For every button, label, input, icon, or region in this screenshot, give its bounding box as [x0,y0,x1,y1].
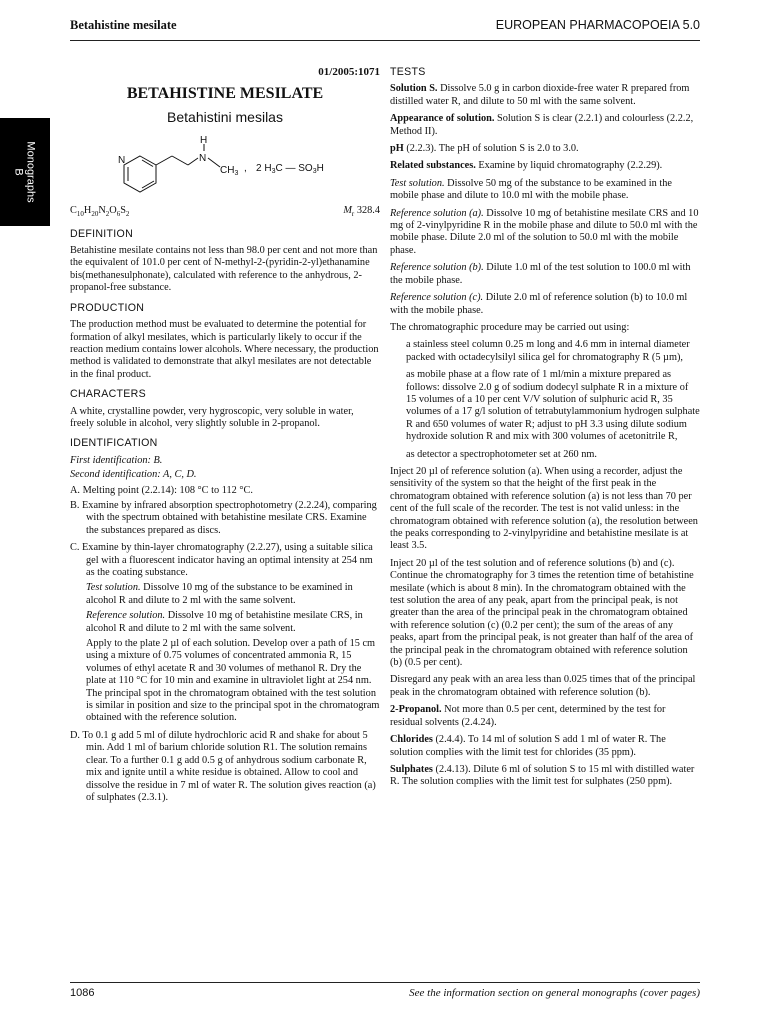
reference-solution-c: Reference solution (c). Dilute 2.0 ml of reference solution (b) to 10.0 ml with the mobile phase. [390,292,688,316]
monograph-latin-name: Betahistini mesilas [167,108,283,125]
reference-solution-a: Reference solution (a). Dissolve 10 mg of betahistine mesilate CRS and 10 mg of 2-vinylpyridine R in the mobile phase and dilute to 50.0 ml with the mobile phase. Dilute 2.0 ml of the solution to 50.0 ml with the mobile phase. [390,207,699,256]
pyridine-ring [124,156,156,192]
salt-separator: , [244,163,247,175]
identification-c-reference-solution: Reference solution. Dissolve 10 mg of betahistine mesilate CRS, in alcohol R and dilute to 2 ml with the same solvent. [86,610,363,634]
sulphates-test: Sulphates (2.4.13). Dilute 6 ml of solution S to 15 ml with distilled water R. The solution complies with the limit test for sulphates (250 ppm). [390,763,695,788]
production-heading: PRODUCTION [70,301,145,314]
procedure-column: a stainless steel column 0.25 m long and 4.6 mm in internal diameter packed with octadecylsilyl silica gel for chromatography R (5 µm), [406,339,690,363]
chemical-structure [70,131,380,203]
header-monograph-name: Betahistine mesilate [70,18,177,32]
first-identification: First identification: B. [70,454,163,466]
reference-solution-b: Reference solution (b). Dilute 1.0 ml of the test solution to 100.0 ml with the mobile phase. [390,262,691,286]
impurity-limits: Inject 20 µl of the test solution and of reference solutions (b) and (c). Continue the chromatography for 3 times the retention time of betahistine mesilate (which is about 8 min). In the chromatogram obtained with the test solution the area of any peak, apart from the principal peak, is not greater than the area of the principal peak in the chromatogram obtained with reference solution (c) (0.2 per cent); the sum of the areas of any peaks, apart from the principal peak, is not greater than half of the area of the principal peak in the chromatogram obtained with reference solution (b) (0.5 per cent). [390,557,694,669]
page-number: 1086 [70,987,95,999]
propanol-test: 2-Propanol. Not more than 0.5 per cent, determined by the test for residual solvents (2.4.24). [390,704,666,728]
structure-diagram [70,131,380,203]
ring-nitrogen-label: N [118,155,126,167]
footer-note: See the information section on general monographs (cover pages) [409,987,700,999]
side-tab-label: Monographs [25,141,37,203]
production-text: The production method must be evaluated to determine the potential for formation of alkyl mesilates, which is particularly likely to occur if the reaction medium contains lower alcohols. Where necessary, the production method is validated to demonstrate that alkyl mesilates are not detectable in the final product. [70,319,379,380]
ph-test: pH (2.2.3). The pH of solution S is 2.0 to 3.0. [390,143,579,155]
monograph-id: 01/2005:1071 [318,66,380,78]
identification-b: B. Examine by infrared absorption spectrophotometry (2.2.24), comparing with the spectrum obtained with betahistine mesilate CRS. Examine the substances prepared as discs. [70,499,377,536]
molecular-formula: $C_{10}H_{20}N_2O_6S_2$ [70,205,130,219]
header-publication: EUROPEAN PHARMACOPOEIA 5.0 [495,18,700,32]
methyl-label: $CH_3$ [220,165,239,178]
related-test-solution: Test solution. Dissolve 50 mg of the substance to be examined in the mobile phase and dilute to 10.0 ml with the mobile phase. [390,177,672,202]
identification-heading: IDENTIFICATION [70,437,158,450]
identification-c: C. Examine by thin-layer chromatography (2.2.27), using a suitable silica gel with a fluorescent indicator having an optimal intensity at 254 nm as the coating substance. [70,542,373,579]
characters-heading: CHARACTERS [70,388,146,401]
appearance-of-solution: Appearance of solution. Solution S is clear (2.2.1) and colourless (2.2.2, Method II). [390,113,694,137]
monographs-side-tab [0,118,50,226]
identification-c-procedure: Apply to the plate 2 µl of each solution. Develop over a path of 15 cm using a mixture of 0.75 volumes of concentrated ammonia R, 15 volumes of ethyl acetate R and 30 volumes of methanol R. Dry the plate at 110 °C for 10 min and examine in ultraviolet light at 254 nm. The principal spot in the chromatogram obtained with the test solution is similar in position and size to the principal spot in the chromatogram obtained with the reference solution. [86,638,380,724]
characters-text: A white, crystalline powder, very hygroscopic, very soluble in water, freely soluble in alcohol, very slightly soluble in 2-propanol. [70,405,354,429]
right-column [390,66,700,794]
definition-text: Betahistine mesilate contains not less than 98.0 per cent and not more than the equivalent of 101.0 per cent of N-methyl-2-(pyridin-2-yl)ethanamine bis(methanesulphonate), calculated with reference to the anhydrous, 2-propanol-free substance. [70,245,378,294]
chromatographic-procedure: The chromatographic procedure may be carried out using: [390,321,630,333]
molecular-formula-row [70,205,380,220]
amine-nitrogen-label: N [199,153,207,165]
tests-heading: TESTS [390,66,426,78]
identification-a: A. Melting point (2.2.14): 108 °C to 112 °C. [70,484,253,496]
mesilate-salt-label: 2 $H_3C$ — $SO_3H$ [256,163,324,176]
procedure-detector: as detector a spectrophotometer set at 260 nm. [406,448,598,460]
second-identification: Second identification: A, C, D. [70,469,197,481]
disregard-limit: Disregard any peak with an area less than 0.025 times that of the principal peak in the chromatogram obtained with reference solution (b). [390,674,696,698]
amine-hydrogen-label: H [200,135,208,147]
left-column [70,66,380,809]
related-substances: Related substances. Examine by liquid chromatography (2.2.29). [390,160,663,172]
definition-heading: DEFINITION [70,227,134,240]
monograph-title: BETAHISTINE MESILATE [126,85,324,103]
solution-s: Solution S. Dissolve 5.0 g in carbon dioxide-free water R prepared from distilled water R, and dilute to 50 ml with the same solvent. [390,83,690,107]
identification-d: D. To 0.1 g add 5 ml of dilute hydrochloric acid R and shake for about 5 min. Add 1 ml of barium chloride solution R1. The solution remains clear. To a further 0.1 g add 0.5 g of anhydrous sodium carbonate R, mix and ignite until a white residue is obtained. Allow to cool and dissolve the residue in 7 ml of water R. The solution gives reaction (a) of sulphates (2.3.1). [70,729,376,803]
chlorides-test: Chlorides (2.4.4). To 14 ml of solution S add 1 ml of water R. The solution complies with the limit test for chlorides (35 ppm). [390,734,666,758]
system-suitability: Inject 20 µl of reference solution (a). When using a recorder, adjust the sensitivity of the system so that the height of the first peak in the chromatogram obtained with reference solution (a) is not less than 70 per cent of the full scale of the recorder. The test is not valid unless: in the chromatogram obtained with reference solution (a), the resolution between the peaks corresponding to 2-vinylpyridine and betahistine mesilate is at least 3.5. [390,465,698,552]
side-tab-letter: B [13,168,25,176]
procedure-mobile-phase: as mobile phase at a flow rate of 1 ml/min a mixture prepared as follows: dissolve 2.0 g of sodium dodecyl sulphate R in a mixture of 15 volumes of a 10 per cent V/V solution of sulphuric acid R, 35 volumes of a 17 g/l solution of tetrabutylammonium hydrogen sulphate R and 650 volumes of water R; adjust to pH 3.3 using dilute sodium hydroxide solution R and mix with 300 volumes of acetonitrile R, [406,369,700,443]
page-footer [70,982,700,999]
relative-molecular-mass: $M_r$ 328.4 [343,205,380,219]
identification-c-test-solution: Test solution. Dissolve 10 mg of the substance to be examined in alcohol R and dilute to 2 ml with the same solvent. [86,582,353,606]
running-header [70,18,700,41]
